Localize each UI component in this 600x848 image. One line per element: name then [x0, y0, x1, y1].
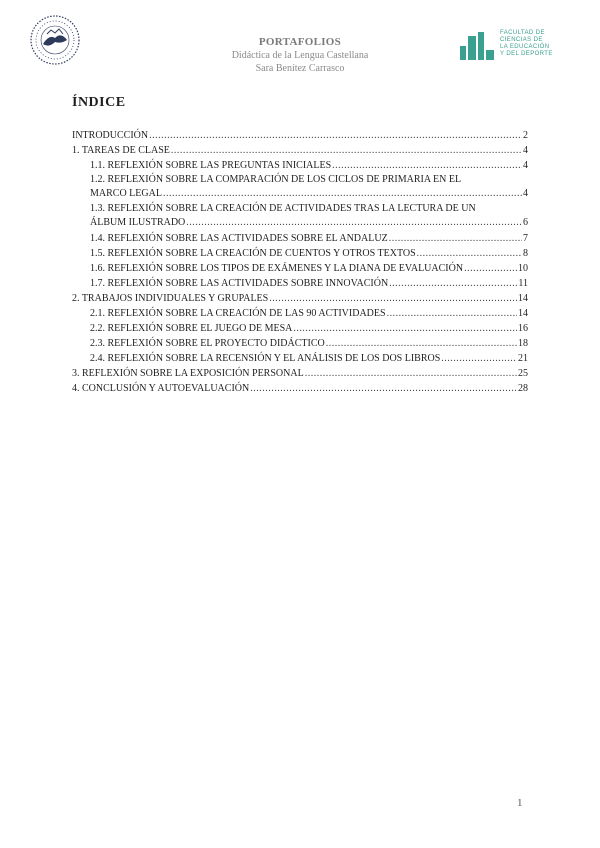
toc-entry[interactable] [72, 173, 528, 201]
toc-title: ÍNDICE [72, 95, 126, 110]
university-seal-logo [29, 14, 81, 66]
toc-entry[interactable] [72, 128, 528, 143]
toc-entry-page: 25 [518, 368, 528, 379]
toc-entry-label: ÁLBUM ILUSTRADO [90, 217, 186, 228]
toc-entry[interactable] [72, 366, 528, 381]
toc-entry[interactable] [72, 143, 528, 158]
toc-entry[interactable] [72, 246, 528, 261]
toc-entry-label: 1.6. REFLEXIÓN SOBRE LOS TIPOS DE EXÁMENES Y LA DIANA DE EVALUACIÓN [90, 263, 464, 274]
toc-entry[interactable] [72, 351, 528, 366]
toc-entry-page: 14 [518, 293, 528, 304]
page-header [0, 0, 600, 90]
toc-entry-page: 11 [518, 278, 528, 289]
toc-entry-page: 2 [523, 130, 528, 141]
toc-entry[interactable] [72, 321, 528, 336]
toc-entry-page: 4 [523, 188, 528, 199]
toc-entry-page: 28 [518, 383, 528, 394]
toc-entry-label: 2.3. REFLEXIÓN SOBRE EL PROYECTO DIDÁCTICO [90, 338, 325, 349]
subject-name: Didáctica de la Lengua Castellana [231, 50, 369, 61]
toc-entry-page: 14 [518, 308, 528, 319]
page-number: 1 [517, 797, 523, 809]
toc-entry-page: 16 [518, 323, 528, 334]
author-name: Sara Benítez Carrasco [255, 63, 345, 74]
toc-entry[interactable] [72, 261, 528, 276]
toc-entry-label: 2.4. REFLEXIÓN SOBRE LA RECENSIÓN Y EL ANÁLISIS DE LOS DOS LIBROS [90, 353, 441, 364]
toc-entry[interactable] [72, 202, 528, 230]
faculty-logo [460, 30, 570, 64]
toc-entry-label: 1. TAREAS DE CLASE [72, 145, 170, 156]
toc-entry[interactable] [72, 231, 528, 246]
faculty-name: FACULTAD DE CIENCIAS DE LA EDUCACIÓN Y DEL DEPORTE [500, 30, 553, 57]
toc-entry-page: 8 [523, 248, 528, 259]
toc-entry-page: 10 [518, 263, 528, 274]
toc-entry-label: 1.4. REFLEXIÓN SOBRE LAS ACTIVIDADES SOBRE EL ANDALUZ [90, 233, 388, 244]
document-title: PORTAFOLIOS [258, 36, 342, 48]
toc-entry-label-line1: 1.3. REFLEXIÓN SOBRE LA CREACIÓN DE ACTIVIDADES TRAS LA LECTURA DE UN [90, 203, 476, 214]
toc-entry-label: INTRODUCCIÓN [72, 130, 149, 141]
toc-entry-page: 18 [518, 338, 528, 349]
toc-entry-page: 4 [523, 145, 528, 156]
toc-entry-label: 2. TRABAJOS INDIVIDUALES Y GRUPALES [72, 293, 269, 304]
toc-entry[interactable] [72, 158, 528, 173]
toc-entry-label: 1.1. REFLEXIÓN SOBRE LAS PREGUNTAS INICIALES [90, 160, 332, 171]
toc-entry-page: 7 [523, 233, 528, 244]
toc-entry-page: 6 [523, 217, 528, 228]
toc-entry[interactable] [72, 276, 528, 291]
toc-entry-page: 4 [523, 160, 528, 171]
toc-entry-label-line1: 1.2. REFLEXIÓN SOBRE LA COMPARACIÓN DE LOS CICLOS DE PRIMARIA EN EL [90, 174, 462, 185]
toc-entry-label: 1.7. REFLEXIÓN SOBRE LAS ACTIVIDADES SOBRE INNOVACIÓN [90, 278, 389, 289]
toc-entry[interactable] [72, 381, 528, 396]
table-of-contents [72, 128, 528, 396]
toc-entry-page: 21 [518, 353, 528, 364]
toc-entry-label: MARCO LEGAL [90, 188, 162, 199]
toc-entry-label: 2.2. REFLEXIÓN SOBRE EL JUEGO DE MESA [90, 323, 293, 334]
header-center [150, 35, 450, 75]
toc-entry-label: 2.1. REFLEXIÓN SOBRE LA CREACIÓN DE LAS 90 ACTIVIDADES [90, 308, 386, 319]
toc-entry-label: 4. CONCLUSIÓN Y AUTOEVALUACIÓN [72, 383, 250, 394]
toc-entry[interactable] [72, 336, 528, 351]
toc-entry-label: 1.5. REFLEXIÓN SOBRE LA CREACIÓN DE CUENTOS Y OTROS TEXTOS [90, 248, 416, 259]
toc-entry-label: 3. REFLEXIÓN SOBRE LA EXPOSICIÓN PERSONAL [72, 368, 304, 379]
toc-entry[interactable] [72, 291, 528, 306]
faculty-logo-mark [460, 32, 496, 62]
toc-entry[interactable] [72, 306, 528, 321]
